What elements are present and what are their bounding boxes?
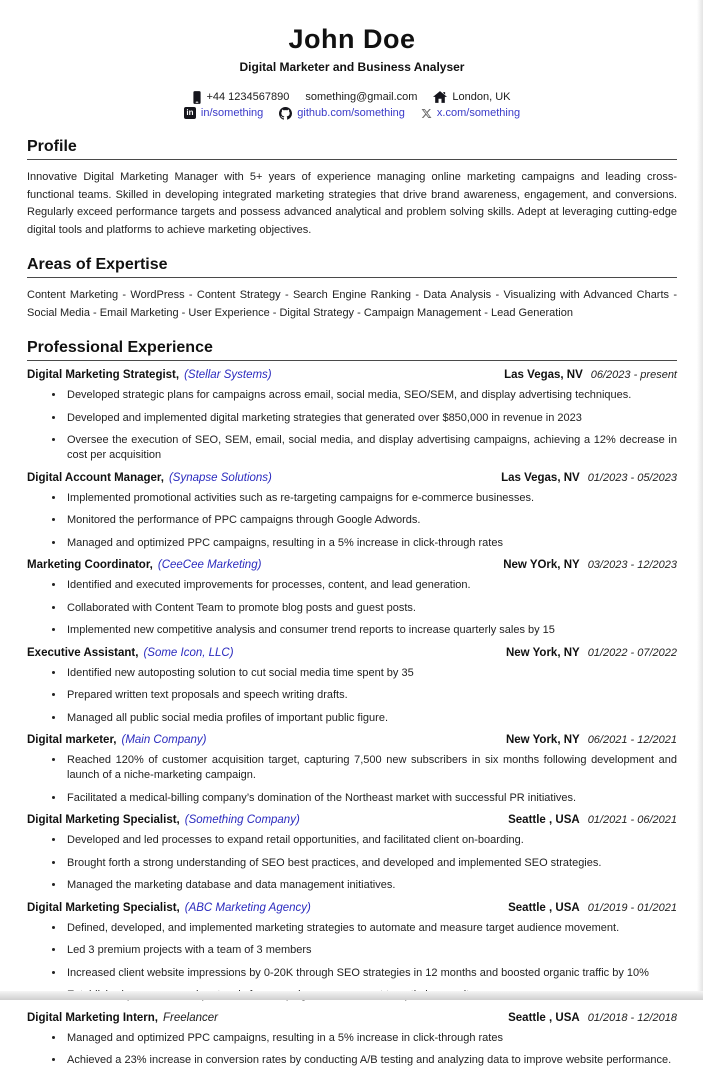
job-header [27,368,677,383]
job-company-link[interactable]: (CeeCee Marketing) [158,559,262,571]
job-company-link[interactable]: (Synapse Solutions) [169,472,272,484]
section-expertise [27,256,677,322]
job-company-link[interactable]: (Main Company) [121,734,206,746]
job-entry [27,813,677,893]
x-item [421,105,520,121]
job-bullets [27,491,677,551]
linkedin-item [184,105,263,121]
job-dates: 01/2021 - 06/2021 [588,814,677,826]
job-header-right [508,1011,677,1026]
job-title: Digital Account Manager, [27,472,164,484]
github-item [279,105,405,121]
contact-line-2 [27,105,677,121]
location-item [433,89,510,105]
contact-block [27,89,677,121]
job-bullet: • Oversee the execution of SEO, SEM, email, social media, and display advertising campaigns, achieving a 12% decrease in cost per acquisition [65,433,677,463]
job-bullet: • Reached 120% of customer acquisition target, capturing 7,500 new subscribers in six months following development and launch of a niche-marketing campaign. [65,753,677,783]
job-entry [27,646,677,726]
job-bullet: • Monitored the performance of PPC campaigns through Google Adwords. [65,513,677,528]
job-title: Marketing Coordinator, [27,559,153,571]
expertise-text: Content Marketing - WordPress - Content Strategy - Search Engine Ranking - Data Analysis - Visualizing with Advanced Charts - Social Media - Email Marketing - User Experience - Digital Strategy - Campaign Management - Lead Generation [27,287,677,322]
job-location: New YOrk, NY [503,559,580,571]
job-header [27,901,677,916]
job-company-link[interactable]: (ABC Marketing Agency) [185,902,311,914]
job-dates: 01/2019 - 01/2021 [588,902,677,914]
job-bullets [27,388,677,463]
job-bullets [27,578,677,638]
location-text: London, UK [452,89,510,105]
job-dates: 01/2022 - 07/2022 [588,647,677,659]
job-bullet: • Increased client website impressions by 0-20K through SEO strategies in 12 months and boosted organic traffic by 10% [65,966,677,981]
job-header-right [504,368,677,383]
job-dates: 03/2023 - 12/2023 [588,559,677,571]
job-header [27,813,677,828]
job-headline: Digital Marketer and Business Analyser [27,60,677,74]
experience-jobs [27,368,677,1068]
job-bullet: • Managed and optimized PPC campaigns, resulting in a 5% increase in click-through rates [65,1031,677,1046]
job-bullet: • Prepared written text proposals and speech writing drafts. [65,688,677,703]
job-entry [27,368,677,463]
job-location: Seattle , USA [508,814,580,826]
expertise-heading: Areas of Expertise [27,256,677,278]
job-location: Seattle , USA [508,1012,580,1024]
job-bullet: • Brought forth a strong understanding of SEO best practices, and developed and implemented SEO strategies. [65,856,677,871]
job-header [27,471,677,486]
page-title: John Doe [27,24,677,55]
job-header-right [506,646,677,661]
x-logo-icon [421,108,432,119]
job-header-left [27,733,206,748]
job-location: Las Vegas, NV [501,472,580,484]
section-profile [27,138,677,239]
job-bullet: • Implemented new competitive analysis and consumer trend reports to increase quarterly sales by 15 [65,623,677,638]
job-title: Executive Assistant, [27,647,138,659]
profile-text: Innovative Digital Marketing Manager with 5+ years of experience managing online marketing campaigns and leading cross-functional teams. Skilled in developing integrated marketing strategies that drive brand awareness, engagement, and conversions. Regularly exceed performance targets and possess advanced analytical and problem solving skills. Adept at leveraging cutting-edge digital tools and platforms to achieve marketing objectives. [27,169,677,239]
job-bullet: • Developed strategic plans for campaigns across email, social media, SEO/SEM, and display advertising techniques. [65,388,677,403]
section-experience [27,339,677,1068]
email-item [305,89,417,105]
job-bullets [27,666,677,726]
job-company-link[interactable]: (Some Icon, LLC) [143,647,233,659]
github-icon [279,107,292,120]
job-entry [27,901,677,1004]
job-title: Digital Marketing Specialist, [27,902,180,914]
job-header-left [27,1011,218,1026]
job-bullet: • Managed all public social media profiles of important public figure. [65,711,677,726]
github-link[interactable]: github.com/something [297,105,405,121]
job-title: Digital Marketing Strategist, [27,369,179,381]
job-header-left [27,646,234,661]
job-bullet: • Implemented promotional activities such as re-targeting campaigns for e-commerce businesses. [65,491,677,506]
job-entry [27,558,677,638]
job-company-link: Freelancer [163,1012,218,1024]
contact-line-1 [27,89,677,105]
job-bullet: • Identified and executed improvements for processes, content, and lead generation. [65,578,677,593]
job-header [27,646,677,661]
job-bullet: • Facilitated a medical-billing company’s domination of the Northeast market with successful PR initiatives. [65,791,677,806]
phone-item [193,89,289,105]
profile-heading: Profile [27,138,677,160]
home-icon [433,91,447,103]
job-header [27,558,677,573]
email-address: something@gmail.com [305,89,417,105]
job-bullet: • Developed and led processes to expand retail opportunities, and facilitated client on-boarding. [65,833,677,848]
phone-number: +44 1234567890 [206,89,289,105]
job-header-right [503,558,677,573]
page-edge-bottom [0,991,703,1000]
mobile-phone-icon [193,91,201,104]
linkedin-icon: in [184,107,196,119]
job-header-left [27,368,272,383]
job-bullets [27,1031,677,1068]
job-bullet: • Led 3 premium projects with a team of 3 members [65,943,677,958]
job-entry [27,1011,677,1068]
job-bullet: • Achieved a 23% increase in conversion rates by conducting A/B testing and analyzing data to improve website performance. [65,1053,677,1068]
job-header-left [27,471,272,486]
job-header-left [27,813,300,828]
job-dates: 06/2021 - 12/2021 [588,734,677,746]
job-bullet: • Developed and implemented digital marketing strategies that generated over $850,000 in revenue in 2023 [65,411,677,426]
job-location: Seattle , USA [508,902,580,914]
job-header-right [506,733,677,748]
linkedin-link[interactable]: in/something [201,105,263,121]
job-bullet: • Managed and optimized PPC campaigns, resulting in a 5% increase in click-through rates [65,536,677,551]
x-link[interactable]: x.com/something [437,105,520,121]
job-bullets [27,753,677,806]
job-title: Digital marketer, [27,734,116,746]
job-header [27,733,677,748]
job-bullet: • Defined, developed, and implemented marketing strategies to automate and measure target audience movement. [65,921,677,936]
job-dates: 01/2018 - 12/2018 [588,1012,677,1024]
job-location: New York, NY [506,734,580,746]
job-dates: 06/2023 - present [591,369,677,381]
job-header-right [508,813,677,828]
job-header-left [27,558,261,573]
job-dates: 01/2023 - 05/2023 [588,472,677,484]
job-entry [27,471,677,551]
job-company-link[interactable]: (Something Company) [185,814,300,826]
job-title: Digital Marketing Specialist, [27,814,180,826]
job-entry [27,733,677,806]
job-bullets [27,833,677,893]
job-company-link[interactable]: (Stellar Systems) [184,369,272,381]
page-edge-right [697,0,703,1000]
job-bullet: • Collaborated with Content Team to promote blog posts and guest posts. [65,601,677,616]
job-header [27,1011,677,1026]
job-bullet: • Identified new autoposting solution to cut social media time spent by 35 [65,666,677,681]
job-bullet: • Managed the marketing database and data management initiatives. [65,878,677,893]
job-header-left [27,901,311,916]
experience-heading: Professional Experience [27,339,677,361]
job-location: New York, NY [506,647,580,659]
job-header-right [508,901,677,916]
job-title: Digital Marketing Intern, [27,1012,158,1024]
job-header-right [501,471,677,486]
job-location: Las Vegas, NV [504,369,583,381]
